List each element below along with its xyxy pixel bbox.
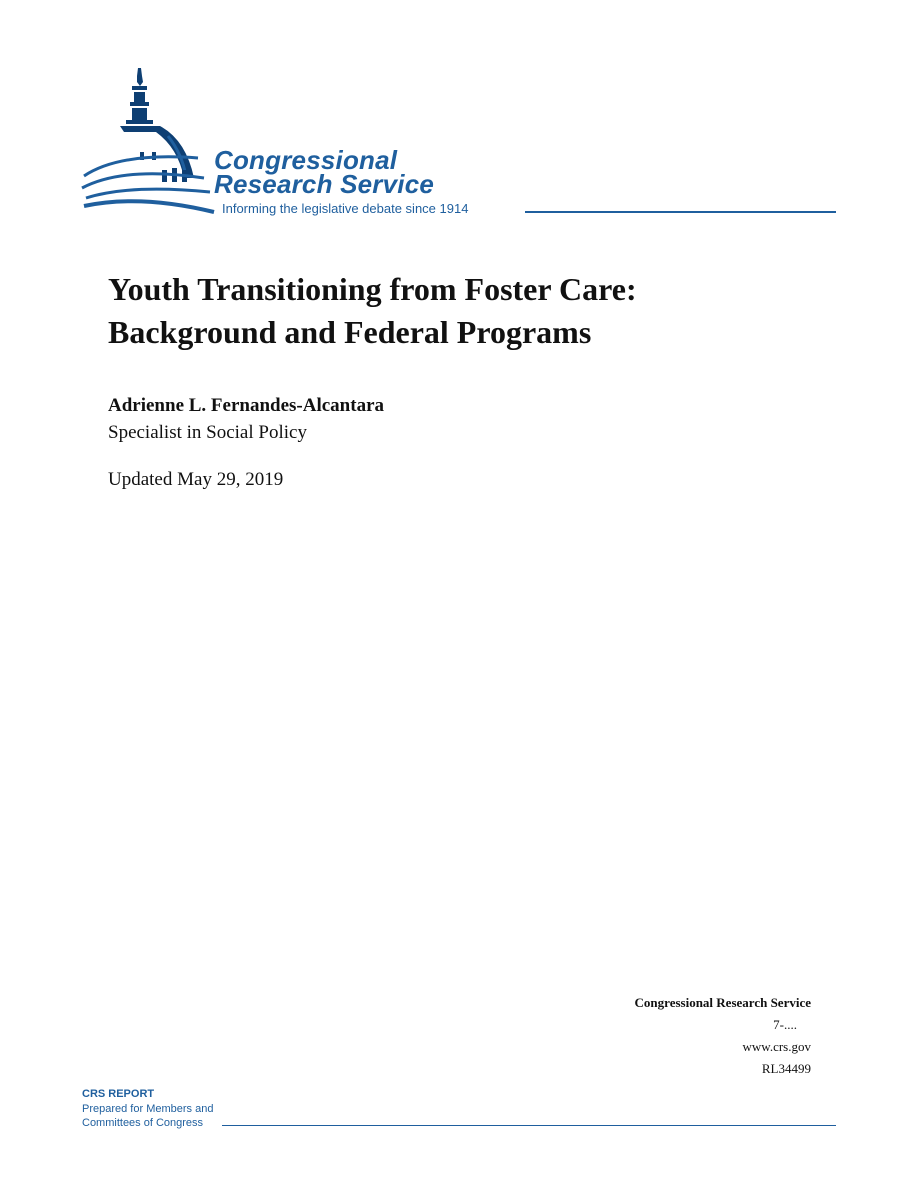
publisher-org: Congressional Research Service <box>634 995 811 1010</box>
logo-name-line1: Congressional <box>214 145 398 175</box>
report-title-line1: Youth Transitioning from Foster Care: <box>108 271 637 307</box>
publisher-info <box>635 992 811 1080</box>
crs-logo <box>80 66 840 226</box>
logo-tagline: Informing the legislative debate since 1914 <box>222 201 469 216</box>
footer-label: CRS REPORT <box>82 1088 155 1100</box>
author-name: Adrienne L. Fernandes-Alcantara <box>108 395 385 416</box>
updated-date: Updated May 29, 2019 <box>108 469 284 490</box>
author-role: Specialist in Social Policy <box>108 422 307 443</box>
footer-divider <box>222 1125 836 1126</box>
report-number: RL34499 <box>761 1061 811 1076</box>
capitol-dome-icon <box>80 66 220 216</box>
logo-divider <box>525 211 836 213</box>
order-code: 7-.... <box>773 1017 797 1032</box>
report-title-line2: Background and Federal Programs <box>108 314 592 350</box>
footer-line1: Prepared for Members and <box>82 1103 214 1115</box>
crs-report-footer <box>82 1088 838 1132</box>
logo-name-line2: Research Service <box>214 169 435 199</box>
footer-line2: Committees of Congress <box>82 1117 204 1129</box>
report-title <box>108 268 828 354</box>
publisher-website[interactable]: www.crs.gov <box>742 1039 811 1054</box>
